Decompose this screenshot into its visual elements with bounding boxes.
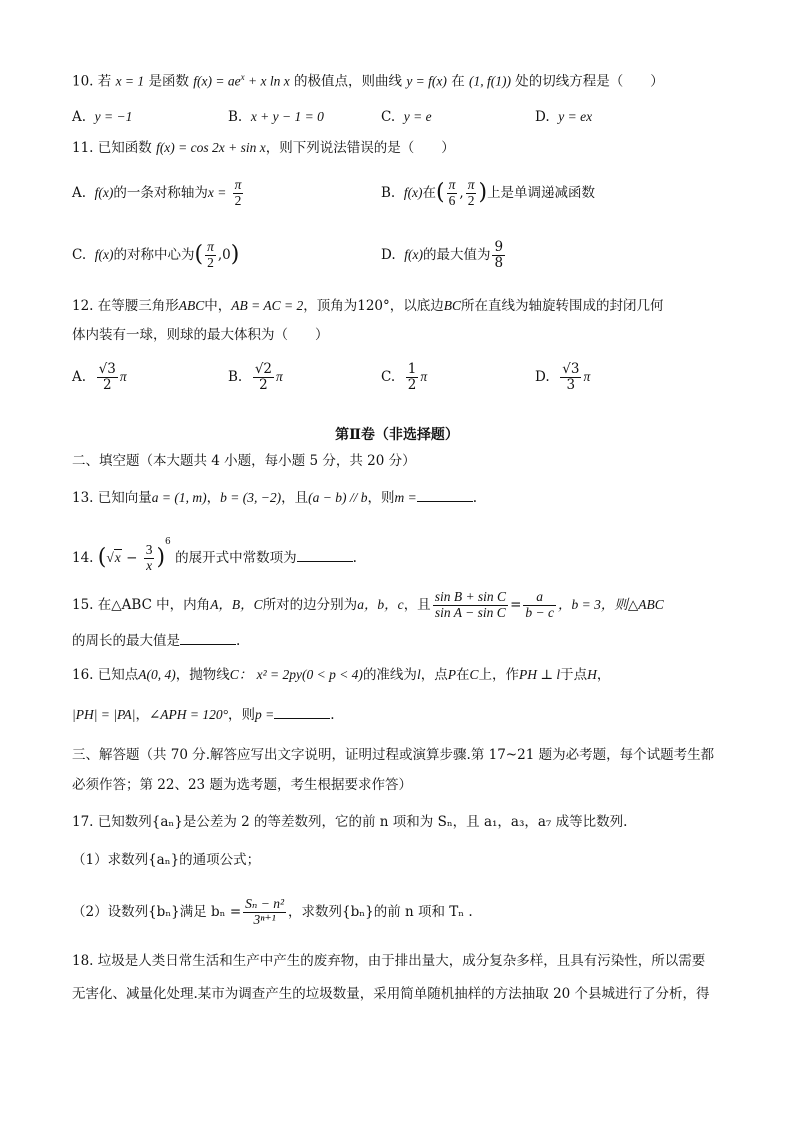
section3-heading-line1: 三、解答题（共 70 分.解答应写出文字说明，证明过程或演算步骤.第 17~21 题为必考题，每个试题考生都 bbox=[72, 747, 715, 763]
q13-answer-blank[interactable] bbox=[417, 489, 473, 502]
q12-option-b: B. $\frac{√2}{2}$ π bbox=[228, 361, 283, 393]
q15-stem-line2: 的周长的最大值是 . bbox=[72, 633, 241, 649]
q10-option-c: C. y = e bbox=[381, 109, 432, 125]
part2-title: 第Ⅱ卷（非选择题） bbox=[335, 427, 459, 443]
q12-option-a: A. $\frac{√3}{2}$ π bbox=[72, 361, 127, 393]
q10-option-b: B. x + y − 1 = 0 bbox=[228, 109, 324, 125]
q14-answer-blank[interactable] bbox=[297, 549, 353, 562]
q11-option-a: A. f(x)的一条对称轴为x = $\frac{\pi}{2}$ bbox=[72, 177, 242, 208]
q10-option-d: D. y = ex bbox=[535, 109, 593, 125]
q12-stem-line1: 12. 在等腰三角形ABC中，AB = AC = 2，顶角为120°，以底边BC所在直线为轴旋转围成的封闭几何 bbox=[72, 298, 664, 314]
q16-stem-line1: 16. 已知点A(0, 4)，抛物线C： x² = 2py(0 < p < 4)的准线为l，点P在C上，作PH ⊥ l于点H， bbox=[72, 667, 611, 683]
q12-stem-line2: 体内装有一球，则球的最大体积为（ ） bbox=[72, 327, 329, 343]
q17-part1: （1）求数列{aₙ}的通项公式； bbox=[72, 852, 261, 868]
q16-stem-line2: |PH| = |PA|，∠APH = 120°，则p = . bbox=[72, 707, 335, 723]
q17-part2: （2）设数列{bₙ}满足 bₙ = $\frac{\text{Sₙ − n²}}{\text{3ⁿ⁺¹}}$ ，求数列{bₙ}的前 n 项和 Tₙ . bbox=[72, 896, 473, 927]
q14-stem: 14. (√x − $\frac{3}{x}$ )$^6$ 的展开式中常数项为 . bbox=[72, 537, 357, 573]
q10-option-a: A. y = −1 bbox=[72, 109, 133, 125]
q10-stem: 10. 若 x = 1 是函数 $f(x) = ae^x + x$ ln x 的极值点，则曲线 y = f(x) 在 (1, f(1)) 处的切线方程是（ ） bbox=[72, 72, 664, 90]
q17-stem: 17. 已知数列{aₙ}是公差为 2 的等差数列，它的前 n 项和为 Sₙ，且 a₁，a₃，a₇ 成等比数列. bbox=[72, 814, 628, 830]
q11-option-b: B. f(x)在( $\frac{\pi}{6}$ , $\frac{\pi}{2}$ )上是单调递减函数 bbox=[381, 177, 596, 208]
q12-option-c: C. $\frac{1}{2}$ π bbox=[381, 361, 428, 393]
q15-answer-blank[interactable] bbox=[180, 632, 236, 645]
q11-stem: 11. 已知函数 f(x) = cos 2x + sin x，则下列说法错误的是（ ） bbox=[72, 140, 455, 156]
q15-stem-line1: 15. 在△ABC 中，内角A，B，C所对的边分别为a，b，c，且 $\frac{\text{sin B + sin C}}{\text{sin A − sin C}}$ = $\frac{a}{b - c}$ ，b = 3，则△ABC bbox=[72, 589, 664, 620]
q18-stem-line2: 无害化、减量化处理.某市为调查产生的垃圾数量，采用简单随机抽样的方法抽取 20 个县城进行了分析，得 bbox=[72, 986, 710, 1002]
q18-stem-line1: 18. 垃圾是人类日常生活和生产中产生的废弃物，由于排出量大，成分复杂多样，且具有污染性，所以需要 bbox=[72, 953, 706, 969]
q16-answer-blank[interactable] bbox=[274, 706, 330, 719]
q13-stem: 13. 已知向量a = (1, m)，b = (3, −2)，且(a − b) // b，则m = . bbox=[72, 490, 477, 506]
section3-heading-line2: 必须作答；第 22、23 题为选考题，考生根据要求作答） bbox=[72, 777, 412, 793]
q11-option-d: D. f(x)的最大值为 $\frac{9}{8}$ bbox=[381, 239, 504, 271]
q12-option-d: D. $\frac{√3}{3}$ π bbox=[535, 361, 591, 393]
section2-heading: 二、填空题（本大题共 4 小题，每小题 5 分，共 20 分） bbox=[72, 453, 416, 469]
q11-option-c: C. f(x)的对称中心为( $\frac{\pi}{2}$ ,0) bbox=[72, 239, 240, 270]
